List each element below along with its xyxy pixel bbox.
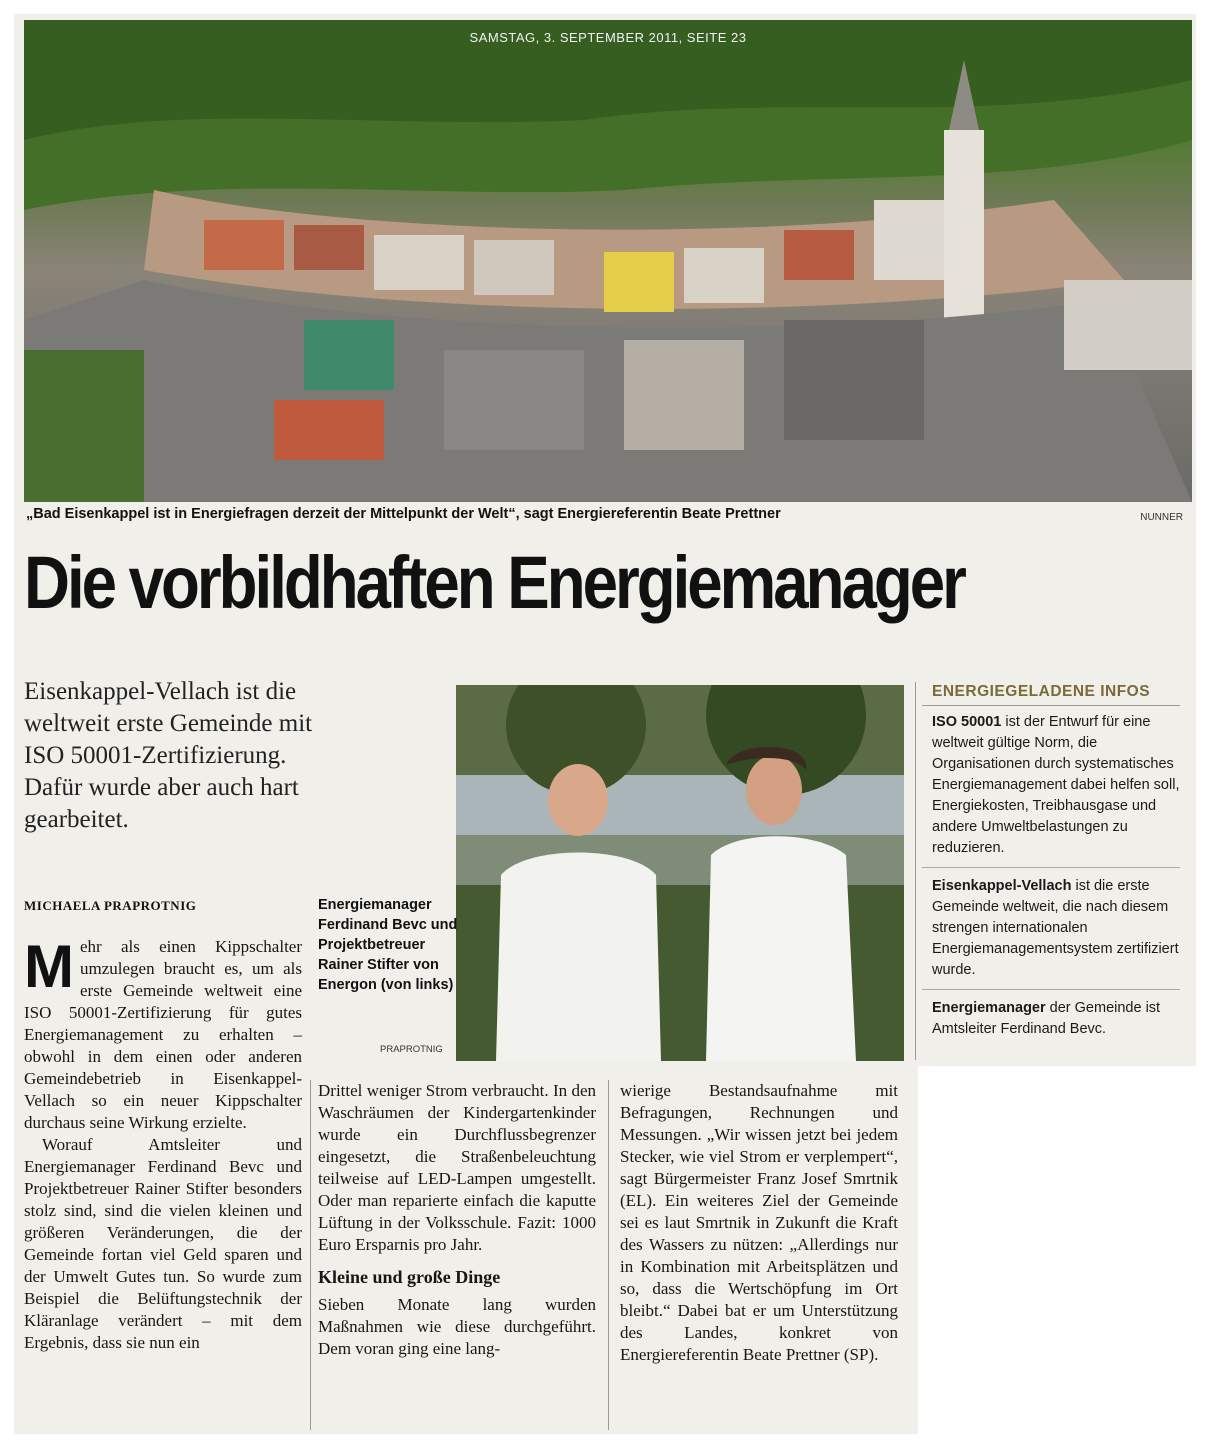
clipping-cutout (918, 1066, 1213, 1441)
aerial-town-photo (24, 20, 1192, 502)
lead-paragraph: Eisenkappel-Vellach ist die weltweit erste Gemeinde mit ISO 50001-Zertifizierung. Dafür wurde aber auch hart gearbeitet. (24, 678, 313, 833)
article-column-3 (620, 1080, 898, 1430)
portrait-photo (456, 685, 904, 1061)
column-rule (608, 1080, 609, 1430)
info-box-rule (915, 682, 916, 1060)
drop-cap: M (24, 936, 74, 1000)
subheading: Kleine und große Dinge (318, 1267, 501, 1287)
portrait-caption: Energiemanager Ferdinand Bevc und Projektbetreuer Rainer Stifter von Energon (von links) (318, 897, 458, 993)
article-column-1 (24, 936, 302, 1426)
body-paragraph-3: Drittel weniger Strom verbraucht. In den Waschräumen der Kindergartenkinder wurde ein Durchflussbegrenzer eingesetzt, die Straßenbeleuchtung teilweise auf LED-Lampen umgestellt. Oder man reparierte einfach die kaputte Lüftung in der Volksschule. Fazit: 1000 Euro Ersparnis pro Jahr. (318, 1081, 596, 1254)
top-photo-credit: NUNNER (1140, 512, 1183, 523)
top-photo-caption: „Bad Eisenkappel ist in Energiefragen derzeit der Mittelpunkt der Welt“, sagt Energiereferentin Beate Prettner (26, 506, 781, 522)
info-item: Energiemanager der Gemeinde ist Amtsleiter Ferdinand Bevc. (932, 1000, 1161, 1037)
body-paragraph-4b: wierige Bestandsaufnahme mit Befragungen, Rechnungen und Messungen. „Wir wissen jetzt bei jedem Stecker, wie viel Strom er verplempert“, sagt Bürgermeister Franz Josef Smrtnik (EL). Ein weiteres Ziel der Gemeinde sei es laut Smrtnik in Zukunft die Kraft des Wassers zu nützen: „Allerdings nur in Kombination mit Arbeitsplätzen und so, dass die Wertschöpfung im Ort bleibt.“ Dabei bat er um Unterstützung des Landes, konkret von Energiereferentin Beate Prettner (SP). (620, 1081, 898, 1364)
article-column-2 (318, 1080, 596, 1430)
headline: Die vorbildhaften Energiemanager (24, 541, 964, 624)
body-paragraph-1: Mehr als einen Kippschalter umzulegen braucht es, um als erste Gemeinde weltweit eine ISO 50001-Zertifizierung für gutes Energiemanagement zu erhalten – obwohl in dem einen oder anderen Gemeindebetrieb in Eisenkappel-Vellach so ein neuer Kippschalter durchaus seine Wirkung erzielte. (24, 936, 302, 1132)
column-rule (310, 1080, 311, 1430)
body-paragraph-2: Worauf Amtsleiter und Energiemanager Ferdinand Bevc und Projektbetreuer Rainer Stifter besonders stolz sind, sind die vielen kleinen und größeren Veränderungen, die der Gemeinde fortan viel Geld sparen und der Umwelt Gutes tun. So wurde zum Beispiel die Belüftungstechnik der Kläranlage verändert – mit dem Ergebnis, dass sie nun ein (24, 1135, 302, 1352)
info-box-title: ENERGIEGELADENE INFOS (922, 680, 1180, 706)
body-paragraph-4a: Sieben Monate lang wurden Maßnahmen wie diese durchgeführt. Dem voran ging eine lang- (318, 1295, 596, 1358)
author-byline: MICHAELA PRAPROTNIG (24, 898, 197, 913)
dateline: SAMSTAG, 3. SEPTEMBER 2011, SEITE 23 (469, 30, 747, 45)
info-item: ISO 50001 ist der Entwurf für eine weltweit gültige Norm, die Organisationen durch systematisches Energiemanagement dabei helfen soll, Energiekosten, Treibhausgase und andere Umweltbelastungen zu reduzieren. (922, 712, 1180, 868)
info-box (922, 680, 1180, 1060)
info-item: Eisenkappel-Vellach ist die erste Gemeinde weltweit, die nach diesem strengen internationalen Energiemanagementsystem zertifiziert wurde. (922, 876, 1180, 990)
portrait-credit: PRAPROTNIG (380, 1044, 443, 1055)
